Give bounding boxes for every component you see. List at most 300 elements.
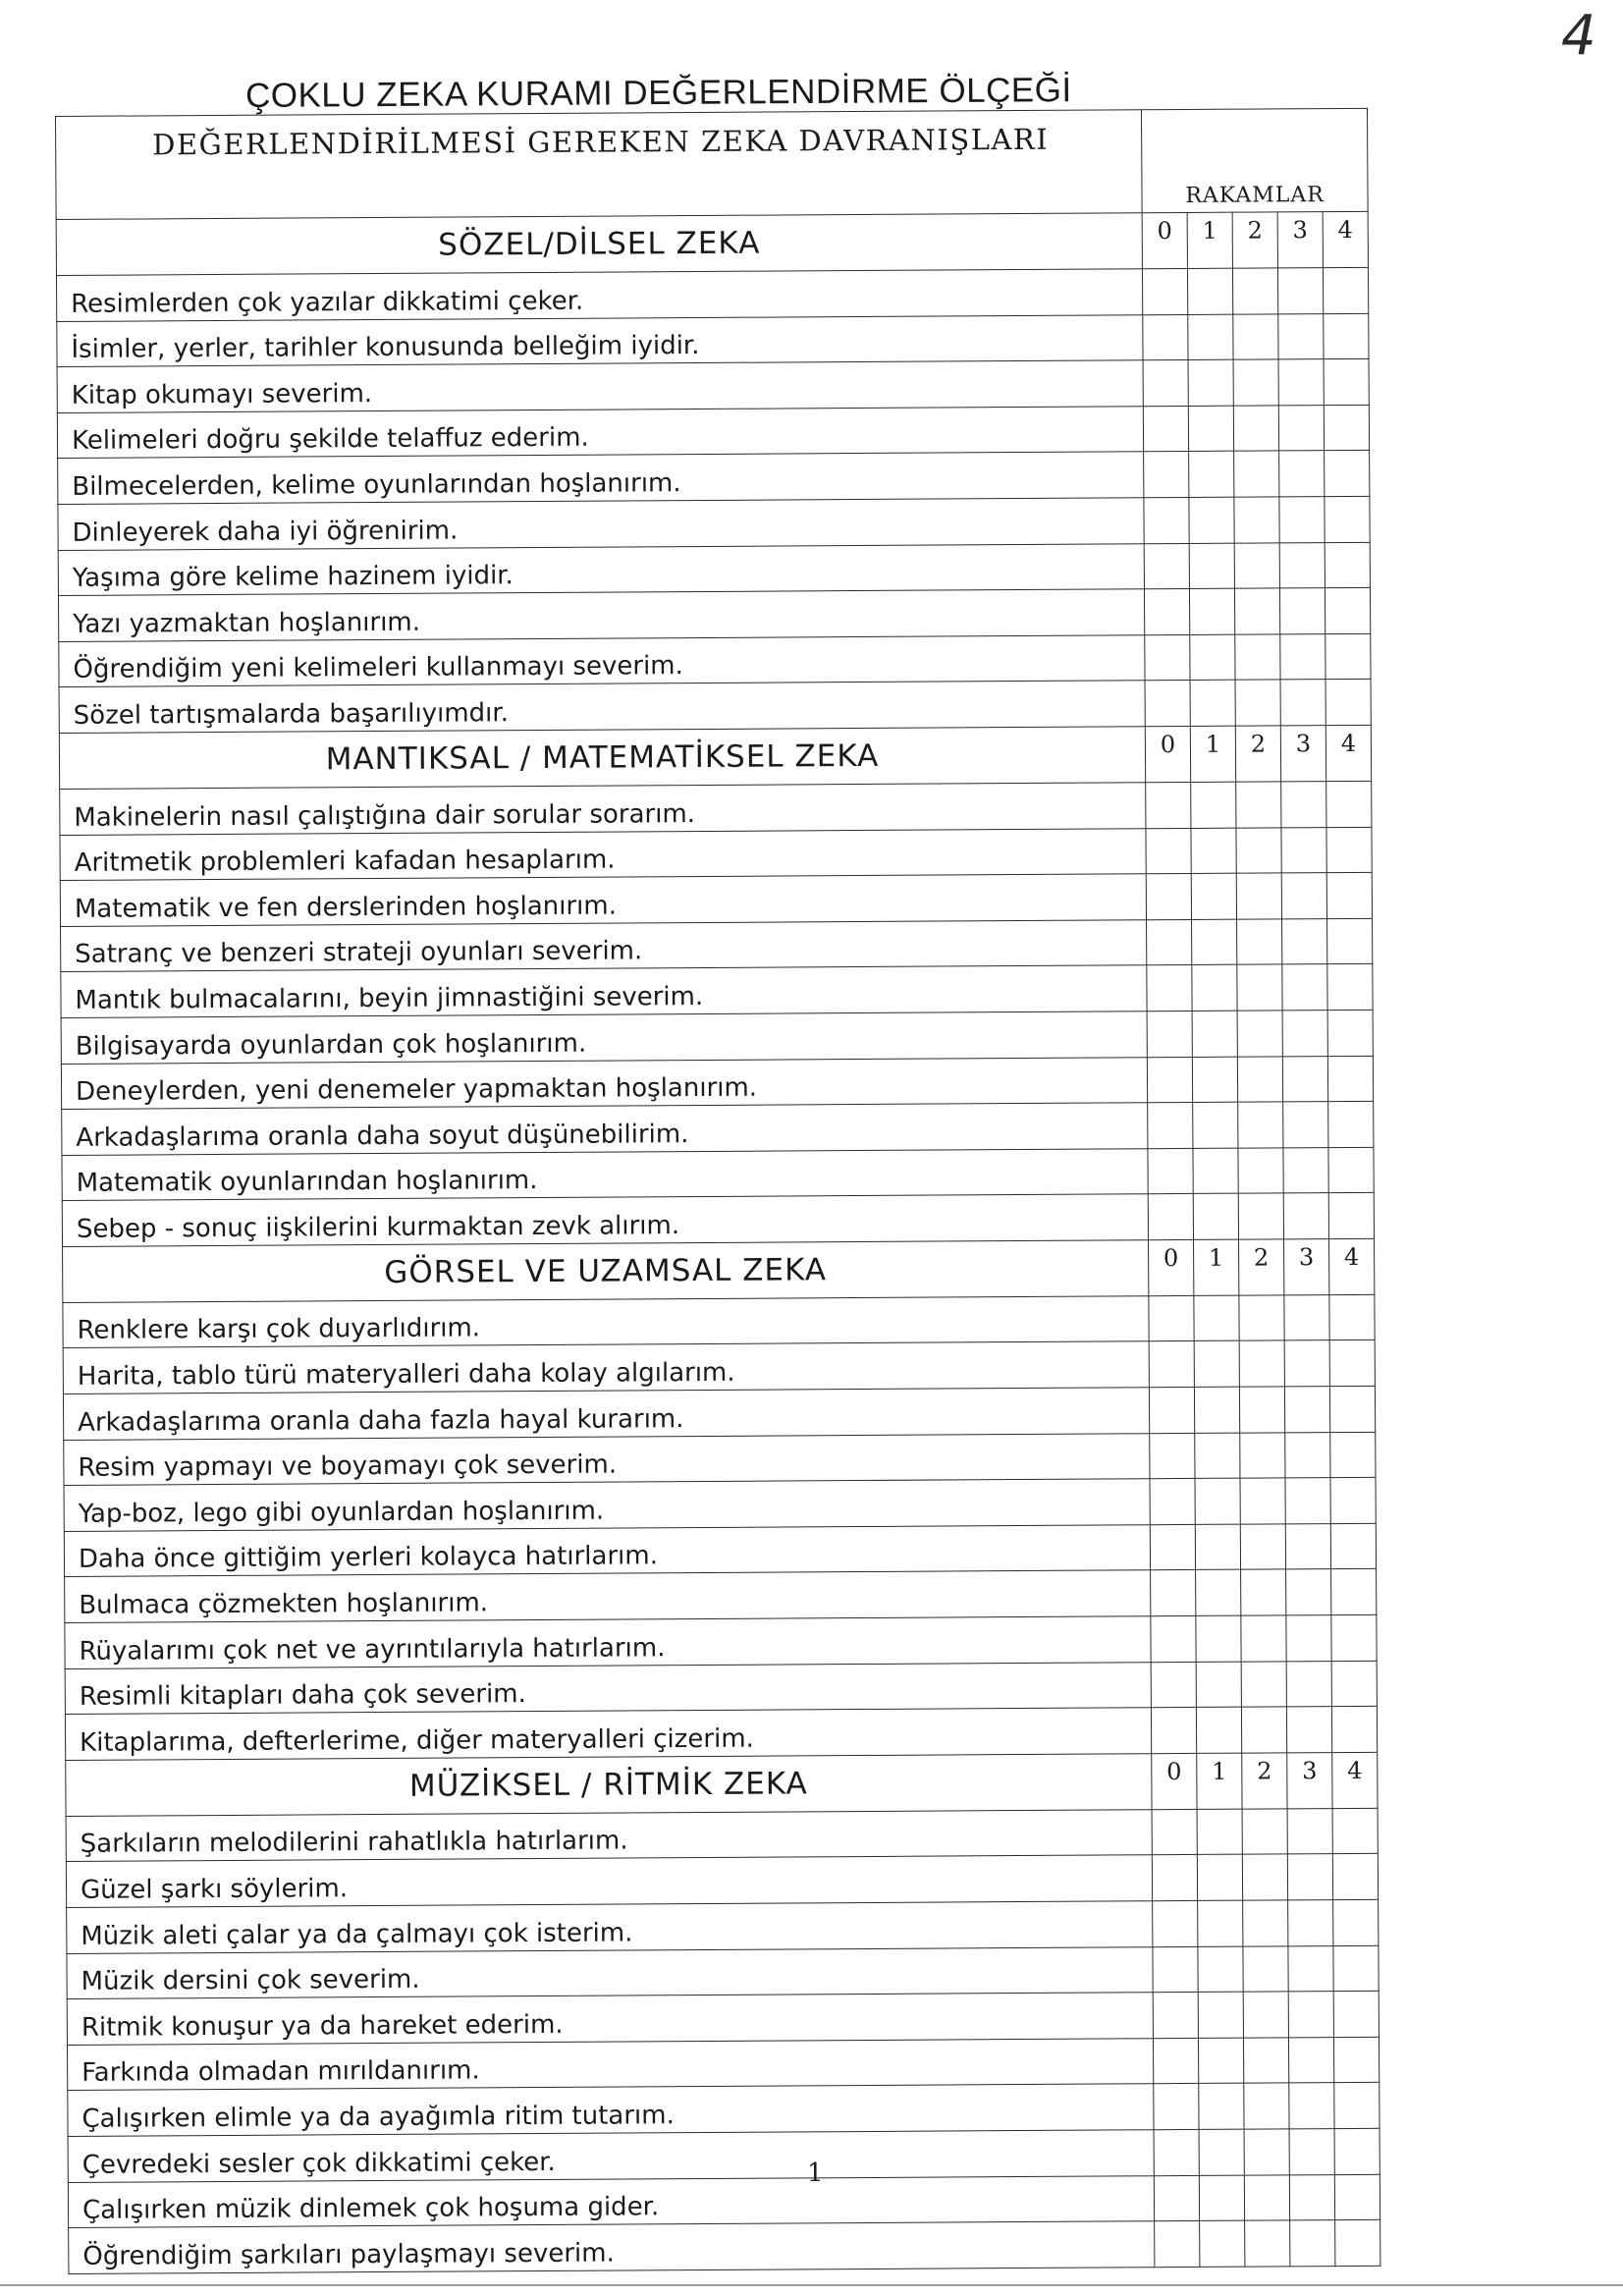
- table-row: [67, 1991, 1379, 2045]
- table-row: [65, 1614, 1377, 1668]
- score-cell-1[interactable]: [1193, 1193, 1238, 1239]
- score-cell-1[interactable]: [1194, 1295, 1239, 1341]
- table-row: [64, 1523, 1376, 1577]
- table-row: [58, 451, 1370, 505]
- score-label-1: 1: [1194, 1239, 1239, 1295]
- score-cell-3[interactable]: [1285, 1523, 1330, 1569]
- score-cell-4[interactable]: [1325, 451, 1370, 497]
- score-cell-1[interactable]: [1200, 2220, 1245, 2267]
- score-cell-3[interactable]: [1282, 918, 1327, 964]
- table-row: [64, 1478, 1376, 1532]
- score-cell-0[interactable]: [1153, 1900, 1198, 1946]
- statement-text: Yaşıma göre kelime hazinem iyidir.: [58, 543, 1144, 595]
- score-label-3: 3: [1280, 726, 1325, 782]
- score-label-1: 1: [1197, 1753, 1242, 1809]
- score-cell-1[interactable]: [1196, 1570, 1241, 1616]
- statement-text: Yazı yazmaktan hoşlanırım.: [58, 589, 1144, 641]
- score-cell-4[interactable]: [1328, 1193, 1374, 1239]
- score-cell-0[interactable]: [1145, 634, 1190, 681]
- score-cell-4[interactable]: [1327, 1010, 1373, 1056]
- score-cell-1[interactable]: [1193, 1148, 1238, 1194]
- table-row: [68, 2083, 1380, 2137]
- score-cell-3[interactable]: [1284, 1387, 1329, 1433]
- score-cell-3[interactable]: [1279, 588, 1325, 634]
- score-cell-4[interactable]: [1328, 1147, 1374, 1193]
- table-row: [66, 1808, 1378, 1862]
- score-cell-1[interactable]: [1191, 782, 1236, 828]
- score-cell-1[interactable]: [1190, 681, 1235, 727]
- table-row: [68, 2174, 1380, 2228]
- score-cell-1[interactable]: [1189, 452, 1234, 498]
- score-cell-2[interactable]: [1241, 1569, 1286, 1615]
- score-label-4: 4: [1323, 211, 1368, 267]
- score-cell-4[interactable]: [1327, 918, 1373, 964]
- score-cell-2[interactable]: [1242, 1854, 1287, 1900]
- score-cell-1[interactable]: [1194, 1387, 1239, 1433]
- score-cell-0[interactable]: [1144, 452, 1189, 498]
- score-cell-1[interactable]: [1194, 1341, 1239, 1388]
- table-row: [65, 1569, 1377, 1623]
- statement-text: Bulmaca çözmekten hoşlanırım.: [65, 1570, 1151, 1622]
- score-cell-2[interactable]: [1243, 1992, 1288, 2038]
- score-cell-3[interactable]: [1287, 1854, 1332, 1900]
- section-header-row: [59, 725, 1371, 789]
- section-header-row: [63, 1238, 1375, 1302]
- score-cell-2[interactable]: [1240, 1433, 1285, 1479]
- score-cell-2[interactable]: [1235, 634, 1280, 681]
- statement-text: Bilmecelerden, kelime oyunlarından hoşlanırım.: [58, 452, 1144, 504]
- score-cell-0[interactable]: [1148, 1194, 1193, 1240]
- score-cell-1[interactable]: [1189, 588, 1234, 634]
- statement-text: Satranç ve benzeri strateji oyunları severim.: [61, 919, 1147, 971]
- score-label-3: 3: [1287, 1752, 1332, 1808]
- score-cell-4[interactable]: [1329, 1294, 1375, 1340]
- score-cell-2[interactable]: [1243, 2038, 1288, 2084]
- table-row: [60, 872, 1372, 926]
- score-cell-4[interactable]: [1332, 1808, 1378, 1854]
- score-cell-2[interactable]: [1233, 313, 1278, 359]
- score-cell-2[interactable]: [1232, 268, 1277, 314]
- score-cell-3[interactable]: [1283, 1147, 1328, 1193]
- table-row: [58, 587, 1370, 641]
- score-cell-0[interactable]: [1147, 1057, 1192, 1103]
- score-cell-3[interactable]: [1288, 1900, 1333, 1946]
- score-header: RAKAMLAR: [1141, 108, 1368, 212]
- score-cell-2[interactable]: [1242, 1809, 1287, 1855]
- score-cell-4[interactable]: [1334, 2128, 1380, 2174]
- score-cell-4[interactable]: [1323, 267, 1368, 313]
- score-cell-4[interactable]: [1331, 1614, 1377, 1661]
- score-cell-3[interactable]: [1284, 1340, 1329, 1387]
- score-cell-4[interactable]: [1324, 405, 1369, 451]
- statement-text: Arkadaşlarıma oranla daha fazla hayal kurarım.: [63, 1388, 1149, 1440]
- score-cell-0[interactable]: [1144, 543, 1189, 589]
- score-cell-3[interactable]: [1279, 451, 1325, 497]
- statement-text: Resimli kitapları daha çok severim.: [65, 1662, 1151, 1714]
- score-cell-1[interactable]: [1195, 1524, 1240, 1570]
- score-cell-2[interactable]: [1238, 1102, 1283, 1148]
- score-cell-0[interactable]: [1153, 1993, 1198, 2039]
- table-row: [67, 2037, 1379, 2091]
- score-cell-0[interactable]: [1144, 589, 1189, 635]
- score-cell-3[interactable]: [1290, 2220, 1335, 2267]
- score-cell-0[interactable]: [1144, 497, 1189, 543]
- score-cell-2[interactable]: [1233, 359, 1278, 406]
- table-row: [59, 633, 1371, 687]
- score-label-1: 1: [1190, 726, 1235, 782]
- score-cell-3[interactable]: [1289, 2174, 1334, 2220]
- table-row: [62, 1101, 1374, 1155]
- score-cell-2[interactable]: [1244, 2083, 1289, 2129]
- table-row: [61, 1010, 1373, 1064]
- score-label-4: 4: [1325, 725, 1371, 781]
- score-cell-4[interactable]: [1331, 1661, 1377, 1707]
- score-cell-1[interactable]: [1188, 314, 1233, 360]
- statement-text: Kitap okumayı severim.: [57, 360, 1143, 412]
- score-cell-0[interactable]: [1151, 1570, 1196, 1616]
- table-row: [67, 1945, 1379, 1999]
- score-cell-3[interactable]: [1282, 1011, 1327, 1057]
- score-cell-1[interactable]: [1197, 1855, 1242, 1901]
- score-cell-0[interactable]: [1142, 268, 1187, 314]
- score-cell-3[interactable]: [1283, 1193, 1328, 1239]
- score-cell-3[interactable]: [1288, 2037, 1333, 2083]
- score-cell-0[interactable]: [1146, 874, 1191, 920]
- table-row: [61, 918, 1373, 972]
- score-cell-4[interactable]: [1326, 781, 1372, 827]
- statement-text: Daha önce gittiğim yerleri kolayca hatırlarım.: [64, 1525, 1150, 1577]
- score-cell-2[interactable]: [1243, 1945, 1288, 1992]
- score-cell-1[interactable]: [1196, 1615, 1241, 1662]
- score-cell-2[interactable]: [1244, 2174, 1289, 2220]
- score-cell-3[interactable]: [1286, 1661, 1331, 1707]
- score-cell-3[interactable]: [1282, 1056, 1327, 1102]
- score-cell-0[interactable]: [1147, 965, 1192, 1011]
- score-cell-4[interactable]: [1333, 1991, 1379, 2037]
- statement-text: İsimler, yerler, tarihler konusunda belleğim iyidir.: [57, 314, 1143, 366]
- score-cell-1[interactable]: [1190, 634, 1235, 681]
- score-cell-0[interactable]: [1154, 2175, 1199, 2221]
- score-cell-1[interactable]: [1199, 2129, 1244, 2175]
- score-cell-4[interactable]: [1330, 1478, 1376, 1524]
- score-cell-4[interactable]: [1325, 587, 1370, 633]
- score-cell-1[interactable]: [1196, 1662, 1241, 1708]
- score-cell-2[interactable]: [1239, 1387, 1284, 1433]
- score-cell-2[interactable]: [1234, 542, 1279, 588]
- score-cell-1[interactable]: [1199, 2175, 1244, 2221]
- column-header: DEĞERLENDİRİLMESİ GEREKEN ZEKA DAVRANIŞLARI: [56, 110, 1143, 220]
- statement-text: Öğrendiğim yeni kelimeleri kullanmayı severim.: [59, 634, 1145, 686]
- score-cell-2[interactable]: [1236, 873, 1281, 919]
- score-cell-0[interactable]: [1143, 314, 1188, 360]
- score-cell-3[interactable]: [1286, 1615, 1331, 1662]
- score-cell-3[interactable]: [1289, 2129, 1334, 2175]
- score-cell-2[interactable]: [1241, 1707, 1286, 1753]
- statement-text: Ritmik konuşur ya da hareket ederim.: [67, 1993, 1153, 2045]
- score-cell-0[interactable]: [1146, 828, 1191, 874]
- score-label-2: 2: [1242, 1753, 1287, 1809]
- score-cell-2[interactable]: [1244, 2129, 1289, 2175]
- score-cell-2[interactable]: [1243, 1900, 1288, 1946]
- table-row: [58, 496, 1370, 550]
- score-cell-3[interactable]: [1279, 497, 1325, 543]
- score-label-2: 2: [1232, 212, 1277, 268]
- score-cell-0[interactable]: [1154, 2084, 1199, 2130]
- score-cell-3[interactable]: [1286, 1569, 1331, 1615]
- table-row: [61, 1056, 1373, 1110]
- score-cell-1[interactable]: [1195, 1478, 1240, 1524]
- score-cell-2[interactable]: [1239, 1295, 1284, 1341]
- score-cell-3[interactable]: [1280, 680, 1325, 726]
- score-cell-2[interactable]: [1237, 964, 1282, 1011]
- score-cell-0[interactable]: [1147, 1011, 1192, 1057]
- score-cell-1[interactable]: [1191, 828, 1236, 874]
- score-cell-0[interactable]: [1150, 1433, 1195, 1479]
- score-cell-4[interactable]: [1333, 1899, 1379, 1945]
- score-cell-0[interactable]: [1146, 782, 1191, 828]
- score-label-3: 3: [1277, 212, 1323, 268]
- score-cell-2[interactable]: [1238, 1193, 1283, 1239]
- section-header-row: [66, 1752, 1378, 1816]
- score-cell-4[interactable]: [1334, 2083, 1380, 2129]
- score-cell-2[interactable]: [1234, 451, 1279, 497]
- page-number: 1: [807, 2159, 824, 2188]
- score-cell-0[interactable]: [1149, 1341, 1194, 1388]
- score-cell-4[interactable]: [1330, 1523, 1376, 1569]
- score-cell-4[interactable]: [1327, 964, 1373, 1011]
- table-row: [63, 1386, 1375, 1440]
- score-label-0: 0: [1145, 726, 1190, 782]
- score-cell-1[interactable]: [1188, 359, 1233, 406]
- header-row: [56, 108, 1369, 219]
- score-cell-3[interactable]: [1288, 1945, 1333, 1992]
- statement-text: Mantık bulmacalarını, beyin jimnastiğini severim.: [61, 965, 1147, 1017]
- score-cell-3[interactable]: [1281, 782, 1326, 828]
- score-cell-0[interactable]: [1153, 2038, 1198, 2084]
- table-row: [67, 1899, 1379, 1953]
- score-cell-2[interactable]: [1240, 1524, 1285, 1570]
- table-row: [62, 1193, 1374, 1247]
- score-cell-1[interactable]: [1195, 1433, 1240, 1479]
- score-cell-3[interactable]: [1278, 313, 1324, 359]
- score-cell-4[interactable]: [1331, 1707, 1377, 1753]
- score-cell-0[interactable]: [1153, 1946, 1198, 1993]
- score-label-2: 2: [1239, 1239, 1284, 1295]
- score-cell-1[interactable]: [1197, 1809, 1242, 1855]
- score-cell-1[interactable]: [1189, 543, 1234, 589]
- statement-text: Yap-boz, lego gibi oyunlardan hoşlanırım.: [64, 1479, 1150, 1531]
- table-row: [65, 1661, 1377, 1715]
- score-cell-1[interactable]: [1188, 406, 1233, 452]
- section-title: MANTIKSAL / MATEMATİKSEL ZEKA: [59, 727, 1145, 790]
- score-label-3: 3: [1284, 1238, 1329, 1294]
- table-row: [65, 1707, 1377, 1761]
- score-cell-0[interactable]: [1145, 681, 1190, 727]
- score-cell-0[interactable]: [1148, 1103, 1193, 1149]
- score-cell-1[interactable]: [1198, 1900, 1243, 1946]
- statement-text: Dinleyerek daha iyi öğrenirim.: [58, 498, 1144, 550]
- section-title: SÖZEL/DİLSEL ZEKA: [56, 213, 1142, 276]
- section-title: GÖRSEL VE UZAMSAL ZEKA: [63, 1240, 1149, 1303]
- score-cell-3[interactable]: [1281, 827, 1326, 873]
- table-row: [60, 781, 1372, 835]
- score-cell-2[interactable]: [1241, 1661, 1286, 1707]
- score-cell-1[interactable]: [1198, 2038, 1243, 2084]
- score-cell-4[interactable]: [1332, 1854, 1378, 1900]
- score-cell-4[interactable]: [1327, 1056, 1373, 1102]
- score-cell-4[interactable]: [1328, 1101, 1374, 1147]
- score-cell-1[interactable]: [1198, 1946, 1243, 1993]
- score-cell-2[interactable]: [1237, 919, 1282, 965]
- score-cell-1[interactable]: [1199, 2084, 1244, 2130]
- statement-text: Farkında olmadan mırıldanırım.: [67, 2038, 1153, 2090]
- score-cell-0[interactable]: [1151, 1662, 1196, 1708]
- score-cell-3[interactable]: [1287, 1808, 1332, 1854]
- score-cell-0[interactable]: [1148, 1148, 1193, 1194]
- score-cell-4[interactable]: [1325, 680, 1371, 726]
- score-cell-1[interactable]: [1192, 919, 1237, 965]
- score-cell-2[interactable]: [1233, 406, 1278, 452]
- score-cell-0[interactable]: [1147, 919, 1192, 965]
- score-cell-4[interactable]: [1326, 872, 1372, 918]
- statement-text: Öğrendiğim şarkıları paylaşmayı severim.: [69, 2221, 1155, 2273]
- score-cell-2[interactable]: [1236, 782, 1281, 828]
- score-cell-2[interactable]: [1234, 588, 1279, 634]
- table-row: [57, 405, 1369, 459]
- score-cell-3[interactable]: [1283, 1102, 1328, 1148]
- corner-mark: 4: [1561, 4, 1596, 68]
- statement-text: Makinelerin nasıl çalıştığına dair sorular sorarım.: [60, 783, 1146, 835]
- score-cell-3[interactable]: [1282, 964, 1327, 1011]
- score-cell-2[interactable]: [1236, 827, 1281, 873]
- score-cell-0[interactable]: [1149, 1387, 1194, 1433]
- score-label-4: 4: [1332, 1752, 1378, 1808]
- score-cell-3[interactable]: [1281, 873, 1326, 919]
- table-row: [63, 1340, 1375, 1394]
- statement-text: Müzik aleti çalar ya da çalmayı çok isterim.: [67, 1901, 1153, 1953]
- score-cell-3[interactable]: [1285, 1478, 1330, 1524]
- table-row: [64, 1432, 1376, 1486]
- statement-text: Şarkıların melodilerini rahatlıkla hatırlarım.: [66, 1810, 1152, 1862]
- score-cell-3[interactable]: [1280, 633, 1325, 680]
- statement-text: Matematik ve fen derslerinden hoşlanırım.: [60, 874, 1146, 926]
- score-cell-3[interactable]: [1288, 1992, 1333, 2038]
- score-cell-4[interactable]: [1334, 2174, 1380, 2220]
- table-row: [57, 313, 1369, 367]
- score-cell-0[interactable]: [1151, 1615, 1196, 1662]
- score-cell-2[interactable]: [1235, 680, 1280, 726]
- score-cell-2[interactable]: [1240, 1478, 1285, 1524]
- score-cell-1[interactable]: [1196, 1707, 1241, 1753]
- table-row: [68, 2128, 1380, 2182]
- score-cell-2[interactable]: [1237, 1056, 1282, 1102]
- statement-text: Bilgisayarda oyunlardan çok hoşlanırım.: [61, 1011, 1147, 1064]
- table-row: [66, 1854, 1378, 1908]
- statement-text: Aritmetik problemleri kafadan hesaplarım.: [60, 828, 1146, 880]
- score-cell-1[interactable]: [1192, 964, 1237, 1011]
- score-cell-0[interactable]: [1150, 1479, 1195, 1525]
- assessment-table: [55, 108, 1380, 2274]
- score-cell-0[interactable]: [1154, 2129, 1199, 2175]
- statement-text: Arkadaşlarıma oranla daha soyut düşünebilirim.: [62, 1103, 1148, 1155]
- score-cell-4[interactable]: [1331, 1569, 1377, 1615]
- score-cell-1[interactable]: [1191, 873, 1236, 919]
- statement-text: Resimlerden çok yazılar dikkatimi çeker.: [56, 269, 1142, 321]
- score-cell-3[interactable]: [1284, 1294, 1329, 1340]
- score-cell-1[interactable]: [1193, 1102, 1238, 1148]
- score-label-0: 0: [1152, 1753, 1197, 1809]
- score-cell-0[interactable]: [1143, 406, 1188, 452]
- score-cell-4[interactable]: [1325, 542, 1370, 588]
- score-cell-3[interactable]: [1278, 359, 1324, 406]
- statement-text: Güzel şarkı söylerim.: [66, 1855, 1152, 1907]
- table-row: [62, 1147, 1374, 1201]
- score-cell-4[interactable]: [1329, 1340, 1375, 1387]
- score-cell-4[interactable]: [1333, 2037, 1379, 2083]
- score-cell-0[interactable]: [1151, 1708, 1196, 1754]
- table-row: [69, 2219, 1380, 2273]
- table-row: [58, 542, 1370, 596]
- score-cell-1[interactable]: [1192, 1011, 1237, 1057]
- table-row: [57, 359, 1369, 413]
- score-cell-2[interactable]: [1245, 2220, 1290, 2267]
- score-cell-4[interactable]: [1325, 496, 1370, 542]
- score-cell-4[interactable]: [1326, 827, 1372, 873]
- score-cell-3[interactable]: [1277, 268, 1323, 314]
- score-cell-4[interactable]: [1324, 359, 1369, 406]
- statement-text: Matematik oyunlarından hoşlanırım.: [62, 1148, 1148, 1200]
- score-cell-1[interactable]: [1192, 1057, 1237, 1103]
- statement-text: Kitaplarıma, defterlerime, diğer materyalleri çizerim.: [65, 1708, 1151, 1760]
- score-cell-1[interactable]: [1187, 268, 1232, 314]
- score-cell-3[interactable]: [1285, 1432, 1330, 1478]
- score-cell-0[interactable]: [1152, 1855, 1197, 1901]
- score-cell-2[interactable]: [1238, 1148, 1283, 1194]
- score-cell-3[interactable]: [1286, 1707, 1331, 1753]
- score-label-2: 2: [1235, 726, 1280, 782]
- score-cell-3[interactable]: [1279, 542, 1325, 588]
- score-cell-2[interactable]: [1234, 497, 1279, 543]
- score-cell-0[interactable]: [1152, 1809, 1197, 1855]
- score-cell-0[interactable]: [1155, 2221, 1200, 2268]
- score-cell-1[interactable]: [1189, 497, 1234, 543]
- table-row: [59, 680, 1371, 734]
- table-row: [61, 964, 1373, 1018]
- score-label-1: 1: [1187, 212, 1232, 268]
- page-title: ÇOKLU ZEKA KURAMI DEĞERLENDİRME ÖLÇEĞİ: [244, 71, 1072, 115]
- score-cell-2[interactable]: [1237, 1011, 1282, 1057]
- score-cell-4[interactable]: [1329, 1386, 1375, 1432]
- table-row: [60, 827, 1372, 881]
- score-cell-3[interactable]: [1289, 2083, 1334, 2129]
- score-cell-4[interactable]: [1335, 2219, 1380, 2266]
- score-cell-2[interactable]: [1239, 1340, 1284, 1387]
- score-label-4: 4: [1329, 1238, 1375, 1294]
- statement-text: Müzik dersini çok severim.: [67, 1946, 1153, 1998]
- score-cell-4[interactable]: [1325, 633, 1371, 680]
- score-cell-4[interactable]: [1330, 1432, 1376, 1478]
- score-cell-0[interactable]: [1143, 360, 1188, 407]
- score-cell-0[interactable]: [1150, 1524, 1195, 1570]
- score-cell-1[interactable]: [1198, 1992, 1243, 2038]
- statement-text: Çevredeki sesler çok dikkatimi çeker.: [68, 2130, 1154, 2182]
- score-cell-4[interactable]: [1324, 313, 1369, 359]
- score-cell-2[interactable]: [1241, 1615, 1286, 1662]
- score-cell-0[interactable]: [1149, 1295, 1194, 1341]
- score-cell-3[interactable]: [1278, 405, 1324, 451]
- score-cell-4[interactable]: [1333, 1945, 1379, 1992]
- statement-text: Sözel tartışmalarda başarılıyımdır.: [59, 681, 1145, 733]
